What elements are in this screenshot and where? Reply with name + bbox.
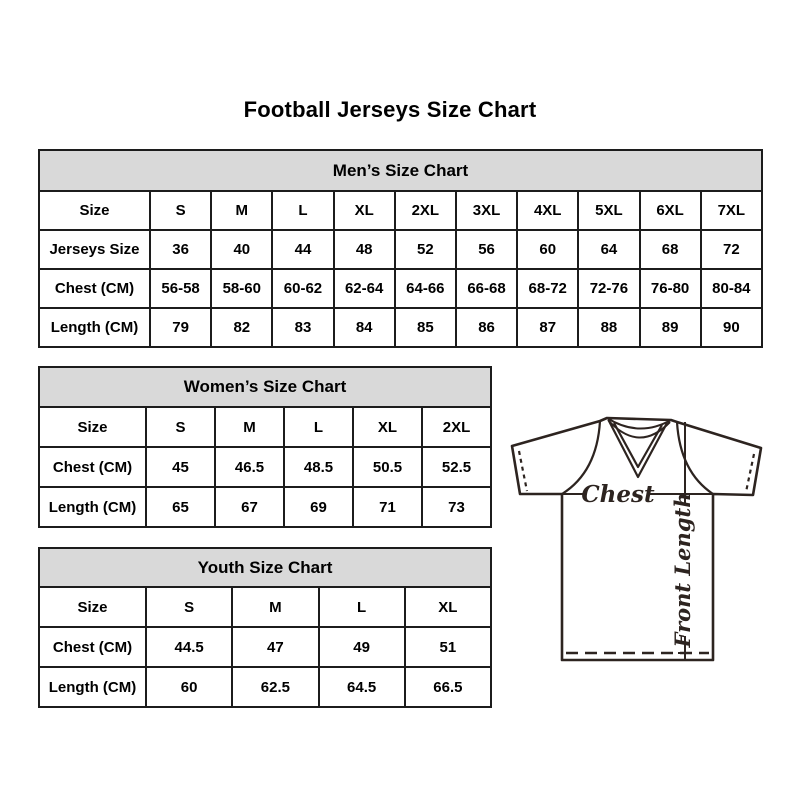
size-value-cell: 72-76 [578, 269, 639, 308]
size-value-cell: 4XL [517, 191, 578, 230]
table-row [39, 627, 491, 667]
size-value-cell: 44 [272, 230, 333, 269]
size-value-cell: 80-84 [701, 269, 762, 308]
size-value-cell: 2XL [395, 191, 456, 230]
size-value-cell: 40 [211, 230, 272, 269]
size-value-cell: 68 [640, 230, 701, 269]
size-value-cell: L [284, 407, 353, 447]
table-row [39, 230, 762, 269]
size-value-cell: 64-66 [395, 269, 456, 308]
size-value-cell: 84 [334, 308, 395, 347]
size-value-cell: XL [334, 191, 395, 230]
size-value-cell: 68-72 [517, 269, 578, 308]
size-value-cell: 72 [701, 230, 762, 269]
size-value-cell: 66-68 [456, 269, 517, 308]
size-value-cell: 60 [517, 230, 578, 269]
table-title-row [39, 150, 762, 191]
size-value-cell: 66.5 [405, 667, 491, 707]
size-value-cell: 3XL [456, 191, 517, 230]
size-value-cell: 60 [146, 667, 232, 707]
size-value-cell: 64 [578, 230, 639, 269]
row-label: Size [39, 587, 146, 627]
size-value-cell: XL [353, 407, 422, 447]
size-value-cell: 90 [701, 308, 762, 347]
table-row [39, 191, 762, 230]
size-value-cell: S [146, 587, 232, 627]
size-value-cell: 56-58 [150, 269, 211, 308]
page-title: Football Jerseys Size Chart [243, 97, 537, 122]
size-value-cell: M [215, 407, 284, 447]
size-value-cell: 88 [578, 308, 639, 347]
table-title-row [39, 367, 491, 407]
size-value-cell: 6XL [640, 191, 701, 230]
size-value-cell: 49 [319, 627, 405, 667]
size-value-cell: 83 [272, 308, 333, 347]
size-value-cell: 64.5 [319, 667, 405, 707]
mens-size-table [38, 149, 763, 348]
table-row [39, 407, 491, 447]
chest-label: Chest [581, 481, 655, 508]
front-length-label: Front Length [670, 492, 695, 648]
jersey-outline [512, 418, 761, 660]
size-value-cell: M [232, 587, 318, 627]
table-row [39, 667, 491, 707]
row-label: Chest (CM) [39, 269, 150, 308]
size-value-cell: L [272, 191, 333, 230]
row-label: Length (CM) [39, 487, 146, 527]
size-value-cell: 56 [456, 230, 517, 269]
table-title: Women’s Size Chart [39, 367, 491, 407]
size-value-cell: 5XL [578, 191, 639, 230]
table-row [39, 269, 762, 308]
size-value-cell: 85 [395, 308, 456, 347]
jersey-measurement-diagram [505, 410, 767, 668]
table-title: Men’s Size Chart [39, 150, 762, 191]
size-value-cell: L [319, 587, 405, 627]
size-value-cell: M [211, 191, 272, 230]
size-value-cell: 2XL [422, 407, 491, 447]
size-value-cell: 89 [640, 308, 701, 347]
table-title-row [39, 548, 491, 587]
size-value-cell: 69 [284, 487, 353, 527]
row-label: Chest (CM) [39, 447, 146, 487]
size-value-cell: 79 [150, 308, 211, 347]
size-value-cell: 58-60 [211, 269, 272, 308]
row-label: Size [39, 407, 146, 447]
size-value-cell: 48 [334, 230, 395, 269]
right-cuff-dashed-line [746, 454, 754, 492]
table-row [39, 308, 762, 347]
table-title: Youth Size Chart [39, 548, 491, 587]
left-cuff-dashed-line [519, 451, 527, 491]
size-value-cell: 60-62 [272, 269, 333, 308]
youth-size-table [38, 547, 492, 708]
row-label: Length (CM) [39, 308, 150, 347]
size-value-cell: S [150, 191, 211, 230]
size-value-cell: 87 [517, 308, 578, 347]
size-value-cell: 46.5 [215, 447, 284, 487]
size-value-cell: 48.5 [284, 447, 353, 487]
size-value-cell: 65 [146, 487, 215, 527]
size-value-cell: 45 [146, 447, 215, 487]
size-value-cell: XL [405, 587, 491, 627]
table-row [39, 487, 491, 527]
size-value-cell: 47 [232, 627, 318, 667]
size-value-cell: 36 [150, 230, 211, 269]
size-value-cell: 62.5 [232, 667, 318, 707]
row-label: Length (CM) [39, 667, 146, 707]
size-value-cell: 51 [405, 627, 491, 667]
row-label: Chest (CM) [39, 627, 146, 667]
size-value-cell: 67 [215, 487, 284, 527]
size-value-cell: 52.5 [422, 447, 491, 487]
table-row [39, 447, 491, 487]
size-value-cell: 86 [456, 308, 517, 347]
size-value-cell: 82 [211, 308, 272, 347]
size-value-cell: 62-64 [334, 269, 395, 308]
size-value-cell: 7XL [701, 191, 762, 230]
row-label: Jerseys Size [39, 230, 150, 269]
size-value-cell: 73 [422, 487, 491, 527]
womens-size-table [38, 366, 492, 528]
row-label: Size [39, 191, 150, 230]
size-value-cell: 50.5 [353, 447, 422, 487]
size-value-cell: S [146, 407, 215, 447]
table-row [39, 587, 491, 627]
size-value-cell: 71 [353, 487, 422, 527]
size-value-cell: 44.5 [146, 627, 232, 667]
size-value-cell: 76-80 [640, 269, 701, 308]
size-value-cell: 52 [395, 230, 456, 269]
